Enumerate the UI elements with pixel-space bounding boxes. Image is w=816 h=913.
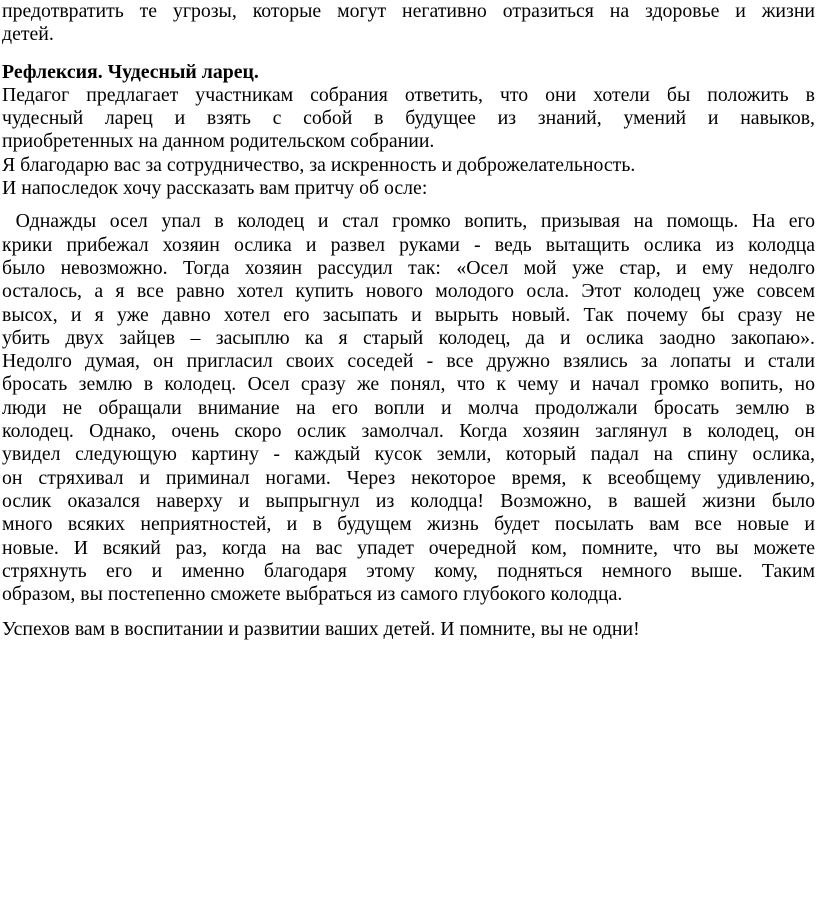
text-line: люди не обращали внимание на его вопли и молча продолжали бросать землю в [2, 396, 815, 419]
text-line: крики прибежал хозяин ослика и развел руками - ведь вытащить ослика из колодца [2, 233, 815, 256]
text-line: Я благодарю вас за сотрудничество, за искренность и доброжелательность. [2, 153, 636, 176]
text-line: предотвратить те угрозы, которые могут негативно отразиться на здоровье и жизни [2, 0, 815, 22]
text-line: бросать землю в колодец. Осел сразу же понял, что к чему и начал громко вопить, но [2, 373, 815, 396]
text-line: он стряхивал и приминал ногами. Через некоторое время, к всеобщему удивлению, [2, 466, 815, 489]
text-line: увидел следующую картину - каждый кусок земли, который падал на спину ослика, [2, 443, 815, 466]
text-line: Однажды осел упал в колодец и стал громко вопить, призывая на помощь. На его [2, 210, 815, 233]
reflection-section [2, 61, 815, 201]
text-line: высох, и я уже давно хотел его засыпать и вырыть новый. Так почему бы сразу не [2, 303, 815, 326]
section-heading: Рефлексия. Чудесный ларец. [2, 60, 259, 83]
text-line: осталось, а я все равно хотел купить нового молодого осла. Этот колодец уже совсем [2, 280, 815, 303]
text-line: И напоследок хочу рассказать вам притчу об осле: [2, 177, 428, 200]
text-line: новые. И всякий раз, когда на вас упадет очередной ком, помните, что вы можете [2, 536, 815, 559]
text-line: детей. [2, 23, 54, 46]
text-line: убить двух зайцев – засыплю ка я старый колодец, да и ослика заодно закопаю». [2, 326, 815, 349]
text-line: было невозможно. Тогда хозяин рассудил так: «Осел мой уже стар, и ему недолго [2, 256, 815, 279]
parable-paragraph [2, 210, 815, 606]
text-line: Успехов вам в воспитании и развитии ваших детей. И помните, вы не одни! [2, 618, 640, 641]
text-line: Педагог предлагает участникам собрания ответить, что они хотели бы положить в [2, 83, 815, 106]
text-line: Недолго думая, он пригласил своих соседей - все дружно взялись за лопаты и стали [2, 350, 815, 373]
text-line: ослик оказался наверху и выпрыгнул из колодца! Возможно, в вашей жизни было [2, 489, 815, 512]
document-page [2, 0, 815, 642]
intro-paragraph [2, 0, 815, 47]
text-line: стряхнуть его и именно благодаря этому кому, подняться немного выше. Таким [2, 559, 815, 582]
text-line: чудесный ларец и взять с собой в будущее из знаний, умений и навыков, [2, 107, 815, 130]
text-line: колодец. Однако, очень скоро ослик замолчал. Когда хозяин заглянул в колодец, он [2, 420, 815, 443]
text-line: много всяких неприятностей, и в будущем жизнь будет посылать вам все новые и [2, 513, 815, 536]
text-line: образом, вы постепенно сможете выбраться из самого глубокого колодца. [2, 583, 623, 606]
closing-paragraph [2, 618, 815, 641]
text-line: приобретенных на данном родительском собрании. [2, 130, 435, 153]
